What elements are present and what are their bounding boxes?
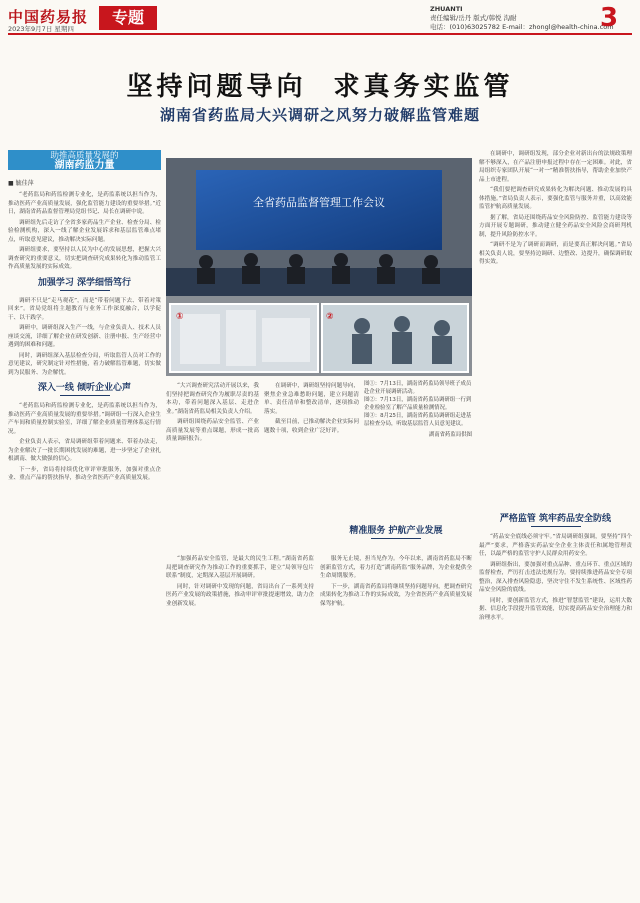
subhead-rule — [371, 538, 421, 539]
right-column — [479, 150, 632, 269]
subhead-text: 加强学习 深学细悟笃行 — [37, 277, 132, 288]
left-column — [8, 150, 161, 485]
paragraph: 在调研中，调研组发现，部分企业对新出台的法规政策理解不够深入，在产品注册申报过程中存在一定困难。对此，省局组织专家团队开展“一对一”精准帮扶指导，帮助企业加快产品上市进程。 — [479, 151, 632, 183]
paragraph: 调研组先后走访了全省多家药品生产企业、检查分局、检验检测机构，深入一线了解企业发展诉求和基层监管难点堵点，听取意见建议，推动解决实际问题。 — [8, 219, 161, 243]
paragraph: 同时，要创新监管方式，推进“智慧监管”建设，运用大数据、信息化手段提升监管效能，切实提高药品安全治理能力和治理水平。 — [479, 597, 632, 621]
paragraph: “大兴调查研究活动开展以来，我们坚持把调查研究作为履职尽责的基本功，带着问题深入基层、走进企业。”湖南省药监局相关负责人介绍。 — [166, 383, 259, 415]
main-headline: 坚持问题导向 求真务实监管 — [126, 72, 514, 102]
paragraph: 服务无止境，担当见作为。今年以来，湖南省药监局不断创新监管方式，着力打造“湖南药监”服务品牌，为企业提供全生命周期服务。 — [320, 556, 472, 579]
header-rule — [8, 33, 632, 35]
section-brand: ZHUANTI — [430, 5, 463, 13]
page-number: 3 — [600, 3, 619, 33]
subhead-text: 深入一线 倾听企业心声 — [37, 383, 132, 393]
middle-subhead-wrap — [320, 520, 472, 545]
section-badge: 专题 — [99, 6, 157, 30]
editor-info — [430, 5, 614, 32]
subhead-rule — [60, 290, 110, 291]
paragraph: 调研组围绕药品安全监管、产业高质量发展等重点课题，形成一批高质量调研报告。 — [166, 419, 259, 442]
paragraph: “药品安全底线必须守牢。”省局调研组强调，要坚持“四个最严”要求，严格落实药品安全企业主体责任和属地管理责任，以最严格的监管守护人民群众用药安全。 — [479, 534, 632, 557]
article-body — [8, 402, 161, 483]
caption-line: 图①：7月13日，湖南省药监局领导班子成员赴企业开展调研活动。 — [364, 381, 472, 395]
bottom-column-b — [320, 555, 472, 610]
svg-text:①: ① — [176, 312, 184, 322]
subhead-text: 严格监管 筑牢药品安全防线 — [499, 514, 612, 524]
paragraph: 调研中，调研组深入生产一线，与企业负责人、技术人员座谈交流，详细了解企业在研发创新、注册申报、生产经营中遇到的困难和问题。 — [8, 325, 161, 348]
paragraph: “加强药品安全监管，是最大的民生工程。”湖南省药监局把调查研究作为推动工作的重要抓手，建立“局领导包片联系”制度，定期深入基层开展调研。 — [166, 556, 314, 579]
issue-date: 2023年9月7日 星期四 — [8, 25, 74, 33]
paragraph: 下一步，省局将持续优化审评审批服务，加强对重点企业、重点产品的帮扶指导，推动全省医药产业高质量发展。 — [8, 466, 161, 481]
masthead — [0, 0, 640, 36]
banner-big-text: 湖南药监力量 — [54, 160, 115, 171]
paragraph: 截至目前，已推动解决企业实际问题数十项，收到企业广泛好评。 — [264, 419, 359, 434]
banner-top-text: 助推高质量发展的 — [50, 151, 119, 161]
paragraph: “调研不是为了调研而调研，而是要真正解决问题。”省局相关负责人说，要坚持边调研、边整改、边提升，确保调研取得实效。 — [479, 242, 632, 265]
subhead-rule — [60, 395, 110, 396]
paragraph: 调研组要求，要坚持以人民为中心的发展思想，把握大兴调查研究的重要意义，切实把调查研究成果转化为推动监管工作高质量发展的实际成效。 — [8, 247, 161, 270]
paragraph: 据了解，省局还围绕药品安全风险防控、监管能力建设等方面开展专题调研，推动建立健全药品安全风险会商研判机制，提升风险防控水平。 — [479, 214, 632, 238]
section-subhead — [320, 526, 472, 539]
column-banner — [8, 150, 161, 170]
middle-column-b — [264, 382, 359, 437]
screen-text: 全省药品监督管理工作会议 — [253, 196, 385, 209]
newspaper-logo: 中国药易报 — [8, 8, 89, 26]
caption-line: 图③：8月25日，湖南省药监局调研组走进基层检查分局，听取基层监管人员意见建议。 — [364, 413, 472, 427]
svg-text:②: ② — [326, 312, 334, 322]
paragraph: 下一步，湖南省药监局将继续坚持问题导向，把调查研究成果转化为推动工作的实际成效，为全省医药产业高质量发展保驾护航。 — [320, 583, 472, 607]
article-body — [8, 297, 161, 378]
paragraph: 企业负责人表示，省局调研组带着问题来、带着办法走，为企业解决了一批长期困扰发展的难题，进一步坚定了企业扎根湖南、做大做强的信心。 — [8, 439, 161, 462]
photo-collage — [166, 158, 472, 376]
section-subhead — [8, 278, 161, 291]
photo-caption — [364, 380, 472, 439]
photo-credit: 湖南省药监局供图 — [428, 432, 472, 438]
paragraph: “老药监局和药监检测专业化，是药监系统以担当作为，推动医药产业高质量发展的重要举措。”调研组一行深入企业生产车间和质量控制实验室，详细了解企业质量管理体系运行情况。 — [8, 403, 161, 435]
paragraph: 同时，针对调研中发现的问题，省局出台了一系列支持医药产业发展的政策措施，推动审评审批提速增效，助力企业创新发展。 — [166, 583, 314, 607]
section-subhead — [8, 383, 161, 396]
paragraph: “老药监局和药监检测专业化，是药监系统以担当作为，推动医药产业高质量发展，强化监管能力建设的重要举措。”近日，湖南省药品监督管理局党组书记、局长在调研中说。 — [8, 192, 161, 215]
byline: ■ 毓佳萍 — [8, 180, 34, 187]
editor-credits: 责任编辑/岳丹 版式/韩悦 沟耐 — [430, 14, 517, 22]
subhead-rule — [531, 526, 581, 527]
bottom-column-a — [166, 555, 314, 610]
middle-column-a — [166, 382, 259, 446]
contact-line: 电话：(010)63025782 E-mail：zhongl@health-china.com — [430, 23, 614, 31]
paragraph: 在调研中，调研组坚持问题导向，聚焦企业急难愁盼问题，建立问题清单、责任清单和整改清单，逐项推动落实。 — [264, 383, 359, 415]
article-body — [479, 533, 632, 622]
subhead-text: 精准服务 护航产业发展 — [349, 526, 443, 536]
section-subhead — [479, 514, 632, 527]
caption-line: 图②：7月13日，湖南省药监局调研组一行到企业检验室了解产品质量检测情况。 — [364, 397, 472, 411]
paragraph: 调研不只是“走马观花”，而是“带着问题下去、带着对策回来”。省局党组将主题教育与业务工作深度融合，以学促干、以干践学。 — [8, 297, 161, 321]
article-body — [8, 191, 161, 272]
meeting-photo — [166, 158, 472, 376]
sub-headline: 湖南省药监局大兴调研之风努力破解监管难题 — [159, 106, 480, 124]
paragraph: 同时，调研组深入基层检查分局，听取监管人员对工作的意见建议，研究制定针对性措施，着力破解监管难题，切实做到为民服务、为企解忧。 — [8, 352, 161, 376]
paragraph: “我们要把调查研究成果转化为解决问题、推动发展的具体措施。”省局负责人表示，要强化监管与服务并重，以高效能监管护航高质量发展。 — [479, 187, 632, 210]
right-column-lower — [479, 508, 632, 624]
paragraph: 调研组指出，要加强对重点品种、重点环节、重点区域的监督检查，严厉打击违法违规行为。要持续推进药品安全专项整治，深入排查风险隐患，坚决守住不发生系统性、区域性药品安全风险的底线。 — [479, 561, 632, 593]
